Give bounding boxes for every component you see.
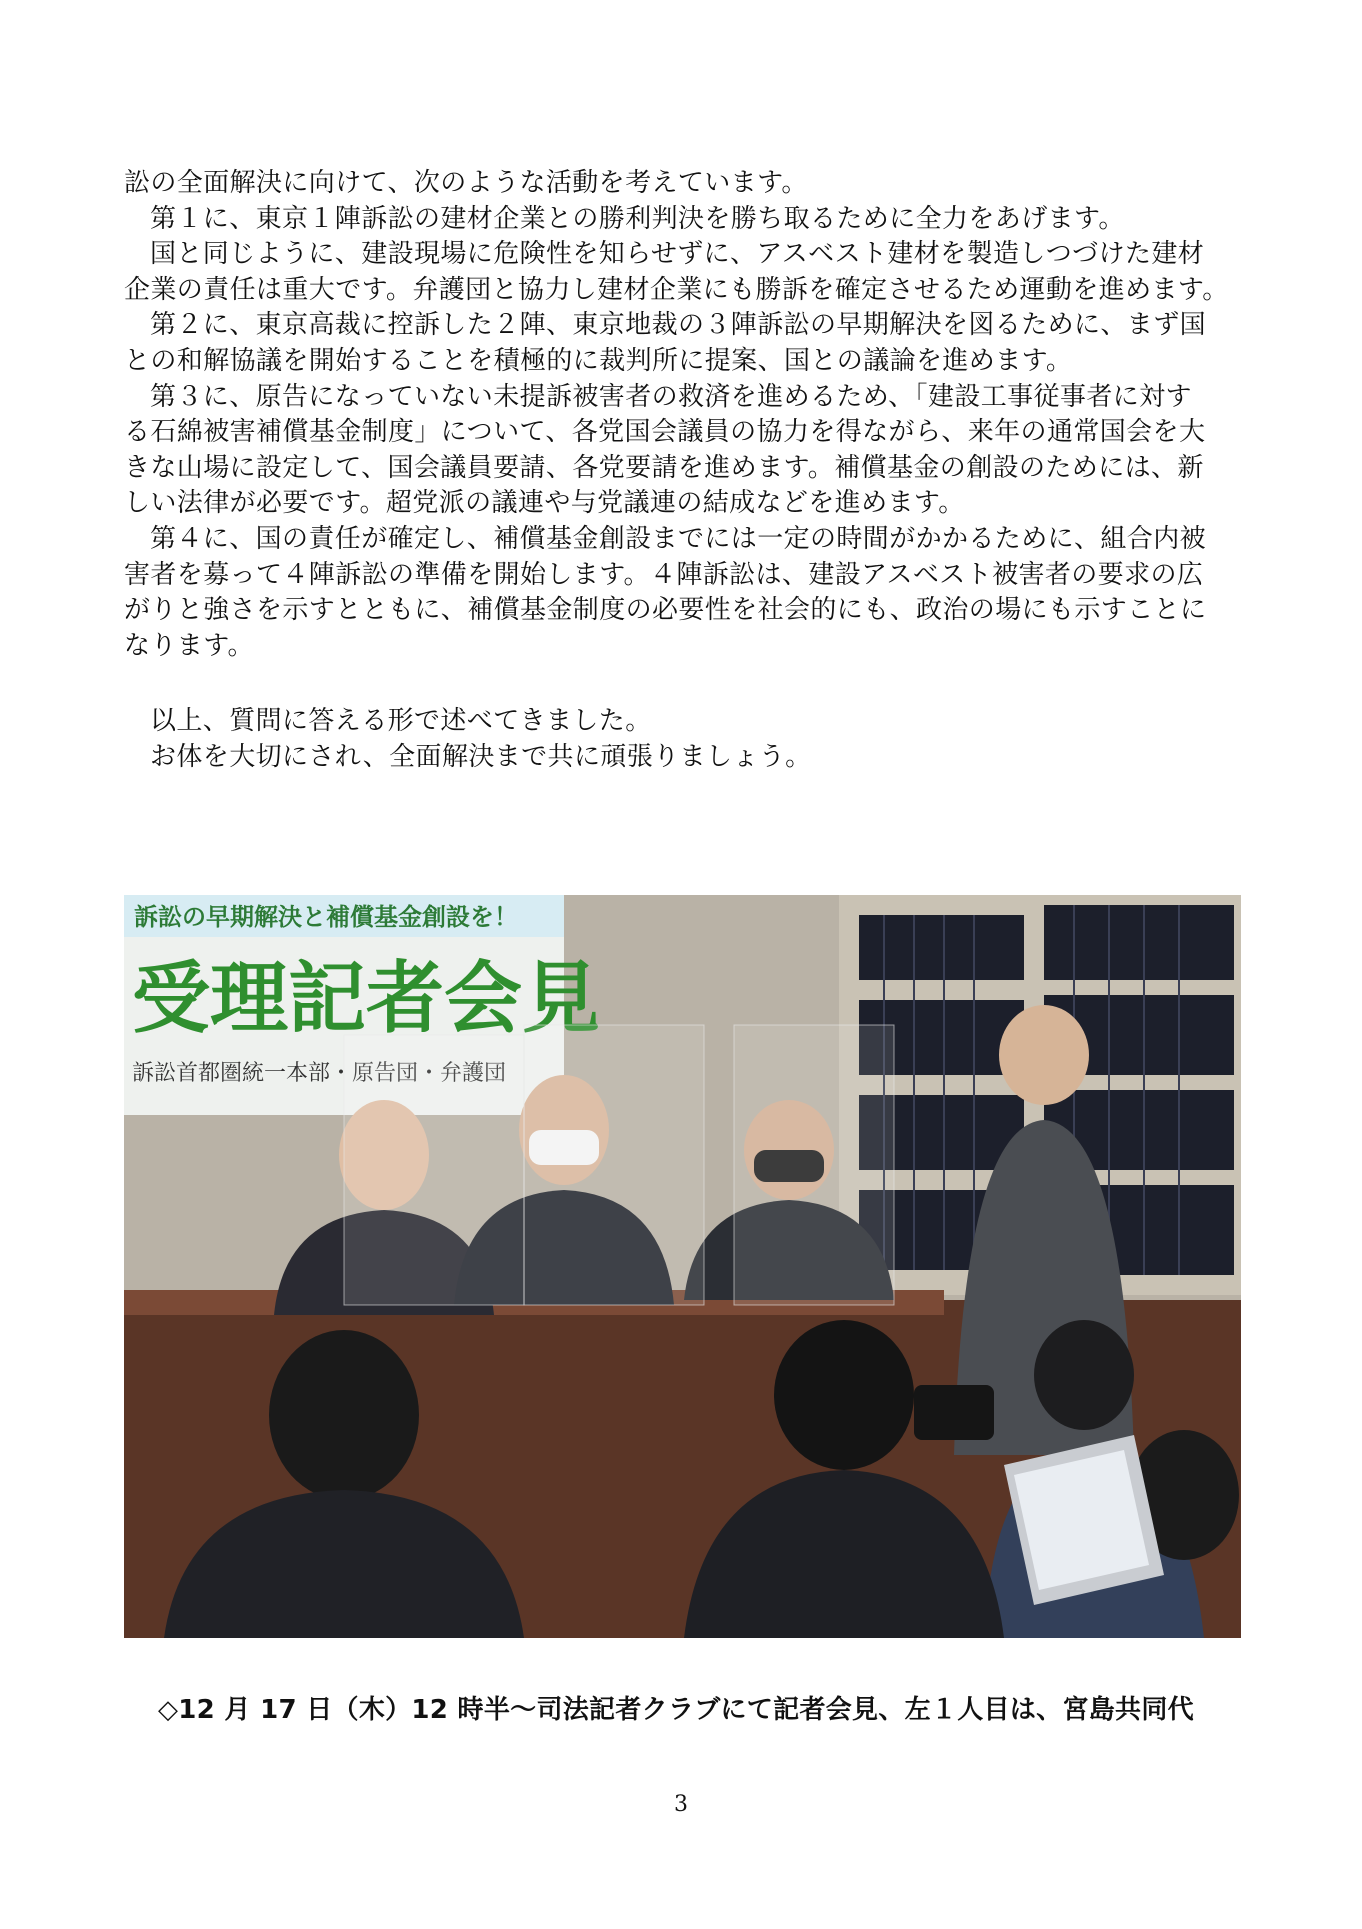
text-line: 企業の責任は重大です。弁護団と協力し建材企業にも勝訴を確定させるため運動を進めます。 <box>124 274 1229 305</box>
text-line: との和解協議を開始することを積極的に裁判所に提案、国との議論を進めます。 <box>124 345 1073 376</box>
banner-main-text: 受理記者会見 <box>132 954 601 1044</box>
text-line: 以上、質問に答える形で述べてきました。 <box>150 706 652 737</box>
text-line: 第１に、東京１陣訴訟の建材企業との勝利判決を勝ち取るために全力をあげます。 <box>150 203 1125 234</box>
banner-sub-text: 訴訟首都圏統一本部・原告団・弁護団 <box>132 1061 507 1086</box>
press-conference-photo <box>124 895 1241 1638</box>
text-line: お体を大切にされ、全面解決まで共に頑張りましょう。 <box>150 741 812 772</box>
text-line: 第３に、原告になっていない未提訴被害者の救済を進めるため、「建設工事従事者に対す <box>150 381 1192 412</box>
text-line: がりと強さを示すとともに、補償基金制度の必要性を社会的にも、政治の場にも示すことに <box>124 595 1207 626</box>
text-line: しい法律が必要です。超党派の議連や与党議連の結成などを進めます。 <box>124 488 965 519</box>
text-line: 第２に、東京高裁に控訴した２陣、東京地裁の３陣訴訟の早期解決を図るために、まず国 <box>150 310 1207 341</box>
text-line: 第４に、国の責任が確定し、補償基金創設までには一定の時間がかかるために、組合内被 <box>150 523 1207 554</box>
body-text <box>124 166 1249 776</box>
text-line: 訟の全面解決に向けて、次のような活動を考えています。 <box>124 168 808 198</box>
photo-caption: ◇12 月 17 日（木）12 時半～司法記者クラブにて記者会見、左１人目は、宮島共同代 <box>158 1695 1194 1725</box>
page-number: 3 <box>674 1792 688 1817</box>
text-line: なります。 <box>124 630 254 661</box>
text-line: 害者を募って４陣訴訟の準備を開始します。４陣訴訟は、建設アスベスト被害者の要求の広 <box>124 559 1204 590</box>
text-line: る石綿被害補償基金制度」について、各党国会議員の協力を得ながら、来年の通常国会を大 <box>124 417 1206 448</box>
banner-top-text: 訴訟の早期解決と補償基金創設を！ <box>134 903 518 931</box>
text-line: きな山場に設定して、国会議員要請、各党要請を進めます。補償基金の創設のためには、新 <box>124 452 1204 483</box>
text-line: 国と同じように、建設現場に危険性を知らせずに、アスベスト建材を製造しつづけた建材 <box>150 239 1205 270</box>
